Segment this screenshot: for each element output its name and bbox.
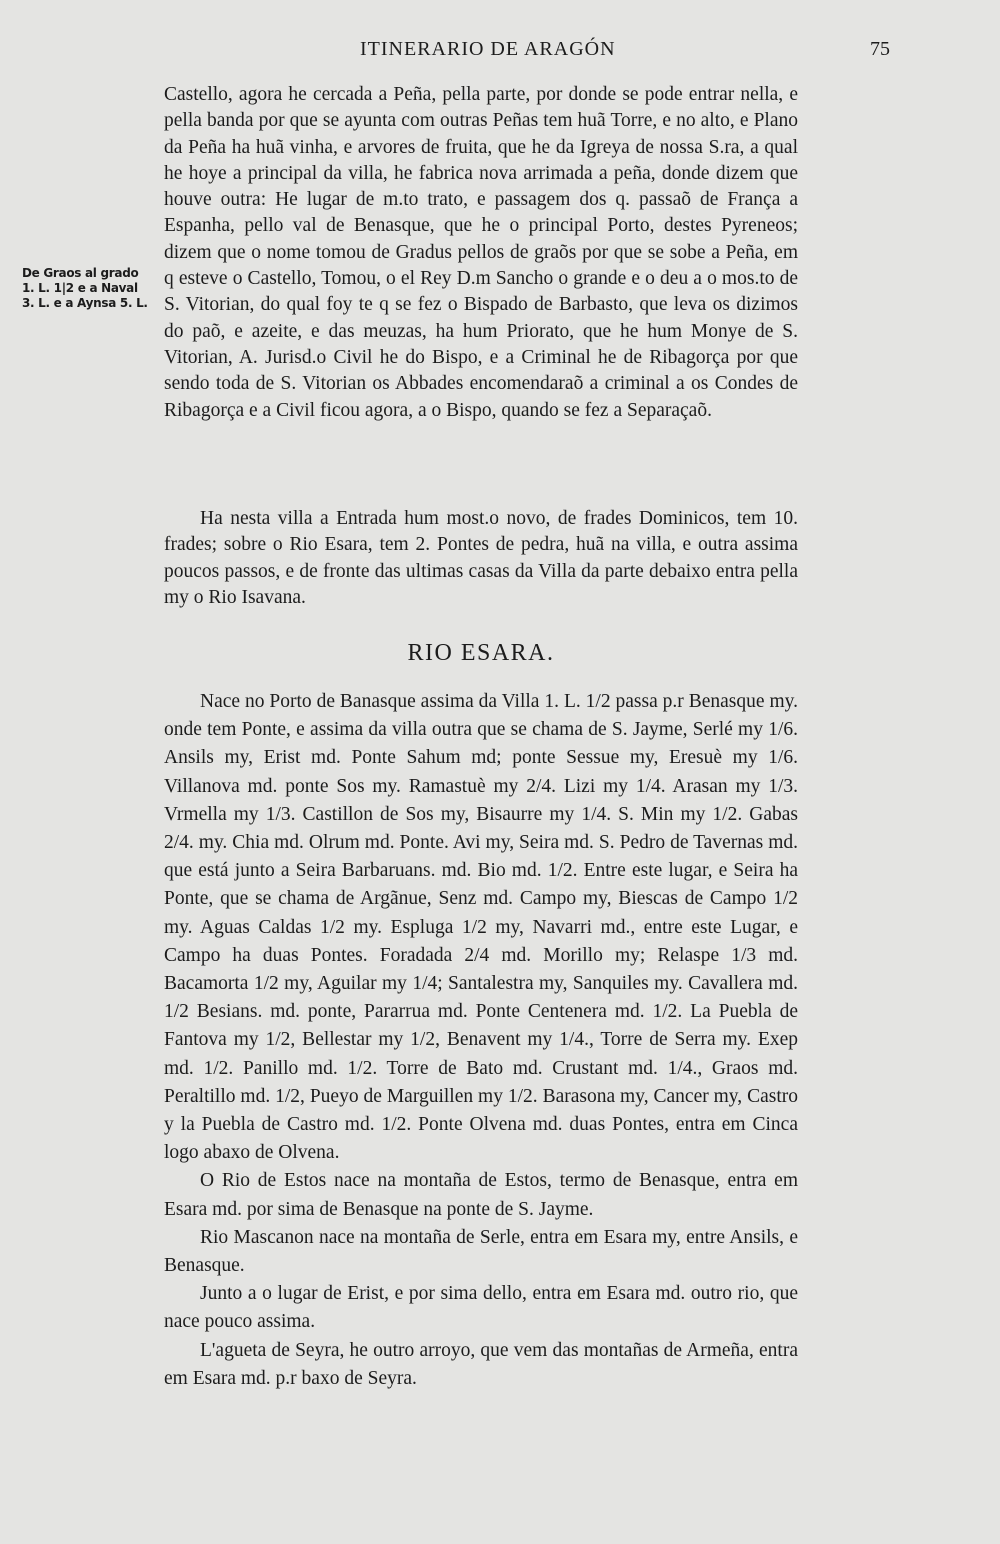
running-title: ITINERARIO DE ARAGÓN [360, 38, 616, 60]
page-number: 75 [870, 38, 890, 60]
paragraph: L'agueta de Seyra, he outro arroyo, que vem das montañas de Armeña, entra em Esara md. p.r baxo de Seyra. [164, 1339, 798, 1389]
paragraph: Junto a o lugar de Erist, e por sima dello, entra em Esara md. outro rio, que nace pouco assima. [164, 1283, 798, 1333]
paragraph: Castello, agora he cercada a Peña, pella parte, por donde se pode entrar nella, e pella banda por que se ayunta com outras Peñas tem huã Torre, e no alto, e Plano da Peña ha huã vinha, e arvores de fruita, que he da Igreya de nossa S.ra, a qual he hoye a principal da villa, he fabrica nova arrimada a peña, donde dizem que houve outra: He lugar de m.to trato, e passagem dos q. passaõ de França a Espanha, pello val de Benasque, que he o principal Porto, destes Pyreneos; dizem que o nome tomou de Gradus pellos de graõs por que se sobe a Peña, em q esteve o Castello, Tomou, o el Rey D.m Sancho o grande e o deu a o mos.to de S. Vitorian, do qual foy te q se fez o Bispado de Barbasto, que leva os dizimos do paõ, e azeite, e das meuzas, ha hum Priorato, que he hum Monye de S. Vitorian, A. Jurisd.o Civil he do Bispo, e a Criminal he de Ribagorça por que sendo toda de S. Vitorian os Abbades encomendaraõ a criminal a os Condes de Ribagorça e a Civil ficou agora, a o Bispo, quando se fez a Separaçaõ. [164, 84, 798, 421]
margin-note-line: 3. L. e a Aynsa 5. L. [22, 296, 148, 310]
section-body [164, 688, 798, 1393]
body-text-villa [164, 506, 798, 611]
paragraph: Rio Mascanon nace na montaña de Serle, entra em Esara my, entre Ansils, e Benasque. [164, 1226, 798, 1277]
page-header [0, 38, 1000, 68]
margin-note [22, 266, 158, 311]
section-heading: RIO ESARA. [407, 640, 555, 666]
margin-note-line: De Graos al grado [22, 266, 139, 280]
margin-note-line: 1. L. 1|2 e a Naval [22, 281, 138, 295]
body-text-continued [164, 82, 798, 424]
paragraph: Nace no Porto de Banasque assima da Villa 1. L. 1/2 passa p.r Benasque my. onde tem Ponte, e assima da villa outra que se chama de S. Jayme, Serlé my 1/6. Ansils my, Erist md. Ponte Sahum md; ponte Sessue my, Eresuè my 1/6. Villanova md. ponte Sos my. Ramastuè my 2/4. Lizi my 1/4. Arasan my 1/3. Vrmella my 1/3. Castillon de Sos my, Bisaurre my 1/4. S. Min my 1/2. Gabas 2/4. my. Chia md. Olrum md. Ponte. Avi my, Seira md. S. Pedro de Tavernas md. que está junto a Seira Barbaruans. md. Bio md. 1/2. Entre este lugar, e Seira ha Ponte, que se chama de Argãnue, Senz md. Campo my, Biescas de Campo 1/2 my. Aguas Caldas 1/2 my. Espluga 1/2 my, Navarri md., entre este Lugar, e Campo ha duas Pontes. Foradada 2/4 md. Morillo my; Relaspe 1/3 md. Bacamorta 1/2 my, Aguilar my 1/4; Santalestra my, Sanquiles my. Cavallera md. 1/2 Besians. md. ponte, Pararrua md. Ponte Centenera md. 1/2. La Puebla de Fantova my 1/2, Bellestar my 1/2, Benavent my 1/4., Torre de Serra my. Exep md. 1/2. Panillo md. 1/2. Torre de Bato md. Crustant md. 1/4., Graos md. Peraltillo md. 1/2, Pueyo de Marguillen my 1/2. Barasona my, Cancer my, Castro y la Puebla de Castro md. 1/2. Ponte Olvena md. duas Pontes, entra em Cinca logo abaxo de Olvena. [164, 691, 798, 1164]
paragraph: Ha nesta villa a Entrada hum most.o novo, de frades Dominicos, tem 10. frades; sobre o Rio Esara, tem 2. Pontes de pedra, huã na villa, e outra assima poucos passos, e de fronte das ultimas casas da Villa da parte debaixo entra pella my o Rio Isavana. [164, 508, 798, 608]
paragraph: O Rio de Estos nace na montaña de Estos, termo de Benasque, entra em Esara md. por sima de Benasque na ponte de S. Jayme. [164, 1170, 798, 1220]
